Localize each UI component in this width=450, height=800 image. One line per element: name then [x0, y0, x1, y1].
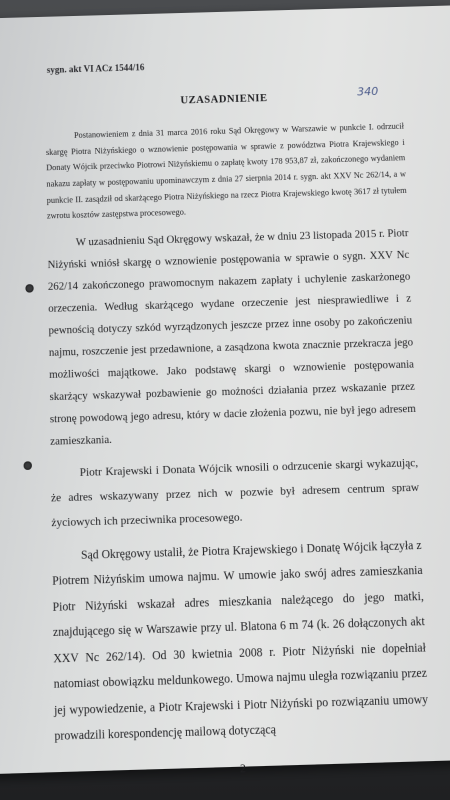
paragraph-4: Sąd Okręgowy ustalił, że Piotra Krajewskiego i Donatę Wójcik łączyła z Piotrem Niżyńskim umowa najmu. W umowie jako swój adres zamieszkania Piotr Niżyński wskazał adres mieszkania należącego do jego matki, znajdującego się w Warszawie przy ul. Blatona 6 m 74 (k. 26 dołączonych akt XXV Nc 262/14). Od 30 kwietnia 2008 r. Piotr Niżyński nie dopełniał natomiast obowiązku meldunkowego. Umowa najmu uległa rozwiązaniu przez jej wypowiedzenie, a Piotr Krajewski i Piotr Niżyński po rozwiązaniu umowy prowadzili korespondencję mailową dotyczącą: [52, 538, 429, 744]
case-signature: sygn. akt VI ACz 1544/16: [46, 62, 145, 75]
page-number: 2: [239, 761, 247, 776]
paragraph-1: Postanowieniem z dnia 31 marca 2016 roku Sąd Okręgowy w Warszawie w punkcie I. odrzucił skargę Piotra Niżyńskiego o wznowienie postępowania w sprawie z powództwa Piotra Krajewskiego i Donaty Wójcik przeciwko Piotrowi Niżyńskiemu o zapłatę kwoty 178 953,87 zł, zakończonego wydaniem nakazu zapłaty w postępowaniu upominawczym z dnia 27 sierpnia 2014 r. sygn. akt XXV Nc 262/14, a w punkcie II. zasądził od skarżącego Piotra Niżyńskiego na rzecz Piotra Krajewskiego kwotę 3617 zł tytułem zwrotu kosztów zastępstwa procesowego.: [45, 121, 407, 221]
document-page: [0, 5, 450, 774]
punch-hole: [25, 284, 33, 293]
paragraph-3: Piotr Krajewski i Donata Wójcik wnosili o odrzucenie skargi wykazując, że adres wskazywany przez nich w pozwie był adresem centrum spraw życiowych ich przeciwnika procesowego.: [50, 456, 420, 530]
document-title: UZASADNIENIE: [180, 92, 268, 107]
document-body: [45, 51, 432, 786]
handwritten-page-mark: 340: [356, 84, 379, 99]
paragraph-2: W uzasadnieniu Sąd Okręgowy wskazał, że w dniu 23 listopada 2015 r. Piotr Niżyński wniósł skargę o wznowienie postępowania w sprawie o sygn. XXV Nc 262/14 zakończonego prawomocnym nakazem zapłaty i uchylenie zaskarżonego orzeczenia. Według skarżącego wydane orzeczenie jest niesprawiedliwe i z pewnością dotyczy szkód wyrządzonych jeszcze przez inne osoby po zakończeniu najmu, roszczenie jest przedawnione, a zasądzona kwota znacznie przekracza jego możliwości majątkowe. Jako podstawę skargi o wznowienie postępowania skarżący wskazywał pozbawienie go możności działania przez wskazanie przez stronę powodową jego adresu, który w dacie złożenia pozwu, nie był jego adresem zamieszkania.: [47, 227, 417, 448]
punch-hole: [24, 461, 32, 470]
